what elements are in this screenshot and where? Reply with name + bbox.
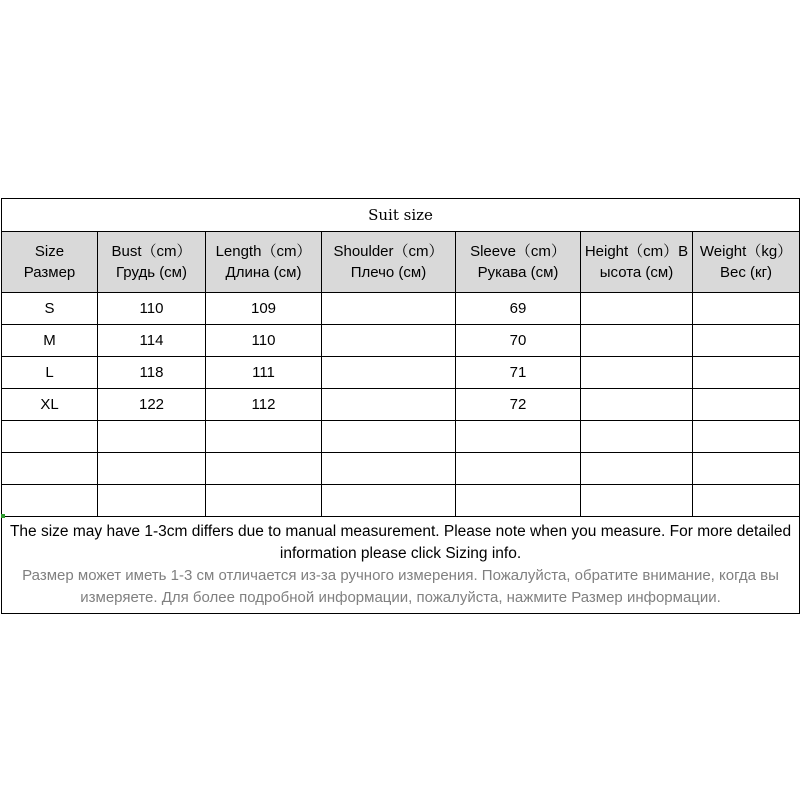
- title-row: [2, 199, 800, 232]
- header-length-ru: Длина (см): [225, 264, 302, 281]
- cell-bust: 110: [98, 293, 206, 325]
- cell-length: 111: [206, 357, 322, 389]
- table-row: [2, 293, 800, 325]
- cell-length: [206, 453, 322, 485]
- header-weight-ru: Вес (кг): [720, 264, 773, 281]
- header-height-ru: ысота (см): [599, 264, 674, 281]
- header-weight: [693, 232, 800, 293]
- header-bust-en: Bust（cm）: [111, 243, 192, 260]
- cell-shoulder: [322, 293, 456, 325]
- table-row: [2, 485, 800, 517]
- cell-weight: [693, 389, 800, 421]
- header-bust: [98, 232, 206, 293]
- note-russian: Размер может иметь 1-3 см отличается из-за ручного измерения. Пожалуйста, обратите внимание, когда вы измеряете. Для более подробной информации, пожалуйста, нажмите Размер информации.: [22, 567, 779, 606]
- header-length-en: Length（cm）: [215, 243, 312, 260]
- cell-weight: [693, 325, 800, 357]
- cell-weight: [693, 357, 800, 389]
- cell-height: [581, 357, 693, 389]
- table-row: [2, 421, 800, 453]
- size-table: [1, 198, 800, 614]
- cell-sleeve: [456, 453, 581, 485]
- cell-bust: [98, 485, 206, 517]
- header-weight-en: Weight（kg）: [699, 243, 793, 260]
- header-bust-ru: Грудь (см): [116, 264, 187, 281]
- cell-weight: [693, 293, 800, 325]
- cell-shoulder: [322, 421, 456, 453]
- cell-sleeve: [456, 421, 581, 453]
- header-size: [2, 232, 98, 293]
- note-english: The size may have 1-3cm differs due to manual measurement. Please note when you measure. For more detailed information please click Sizing info.: [9, 523, 792, 562]
- cell-length: [206, 421, 322, 453]
- header-sleeve: [456, 232, 581, 293]
- cell-shoulder: [322, 389, 456, 421]
- cell-sleeve: 69: [456, 293, 581, 325]
- cell-length: 109: [206, 293, 322, 325]
- cell-length: 112: [206, 389, 322, 421]
- cell-weight: [693, 453, 800, 485]
- cell-size: [2, 485, 98, 517]
- cell-bust: [98, 421, 206, 453]
- header-size-en: Size: [34, 243, 65, 260]
- header-shoulder-ru: Плечо (см): [350, 264, 427, 281]
- cell-height: [581, 325, 693, 357]
- cell-sleeve: 71: [456, 357, 581, 389]
- cell-length: 110: [206, 325, 322, 357]
- header-shoulder: [322, 232, 456, 293]
- table-title: Suit size: [2, 199, 800, 232]
- header-height: [581, 232, 693, 293]
- cell-height: [581, 485, 693, 517]
- cell-bust: 118: [98, 357, 206, 389]
- cell-bust: 114: [98, 325, 206, 357]
- cell-height: [581, 453, 693, 485]
- cell-sleeve: [456, 485, 581, 517]
- cell-size: [2, 453, 98, 485]
- cell-shoulder: [322, 325, 456, 357]
- header-length: [206, 232, 322, 293]
- cell-size: [2, 421, 98, 453]
- cell-length: [206, 485, 322, 517]
- cell-size: XL: [2, 389, 98, 421]
- cell-size: S: [2, 293, 98, 325]
- cell-weight: [693, 421, 800, 453]
- cell-size: M: [2, 325, 98, 357]
- table-row: [2, 357, 800, 389]
- cell-bust: [98, 453, 206, 485]
- cell-sleeve: 72: [456, 389, 581, 421]
- header-height-en: Height（cm）В: [584, 243, 689, 260]
- cell-shoulder: [322, 485, 456, 517]
- cell-weight: [693, 485, 800, 517]
- table-row: [2, 453, 800, 485]
- header-size-ru: Размер: [23, 264, 76, 281]
- cell-size: L: [2, 357, 98, 389]
- cell-height: [581, 389, 693, 421]
- header-row: [2, 232, 800, 293]
- header-shoulder-en: Shoulder（cm）: [333, 243, 444, 260]
- table-row: [2, 325, 800, 357]
- cell-height: [581, 421, 693, 453]
- measurement-note: [2, 517, 800, 614]
- cell-bust: 122: [98, 389, 206, 421]
- cell-shoulder: [322, 357, 456, 389]
- cell-shoulder: [322, 453, 456, 485]
- corner-marker: [1, 514, 5, 518]
- header-sleeve-en: Sleeve（cm）: [470, 243, 566, 260]
- cell-sleeve: 70: [456, 325, 581, 357]
- cell-height: [581, 293, 693, 325]
- table-row: [2, 389, 800, 421]
- header-sleeve-ru: Рукава (см): [477, 264, 559, 281]
- note-row: [2, 517, 800, 614]
